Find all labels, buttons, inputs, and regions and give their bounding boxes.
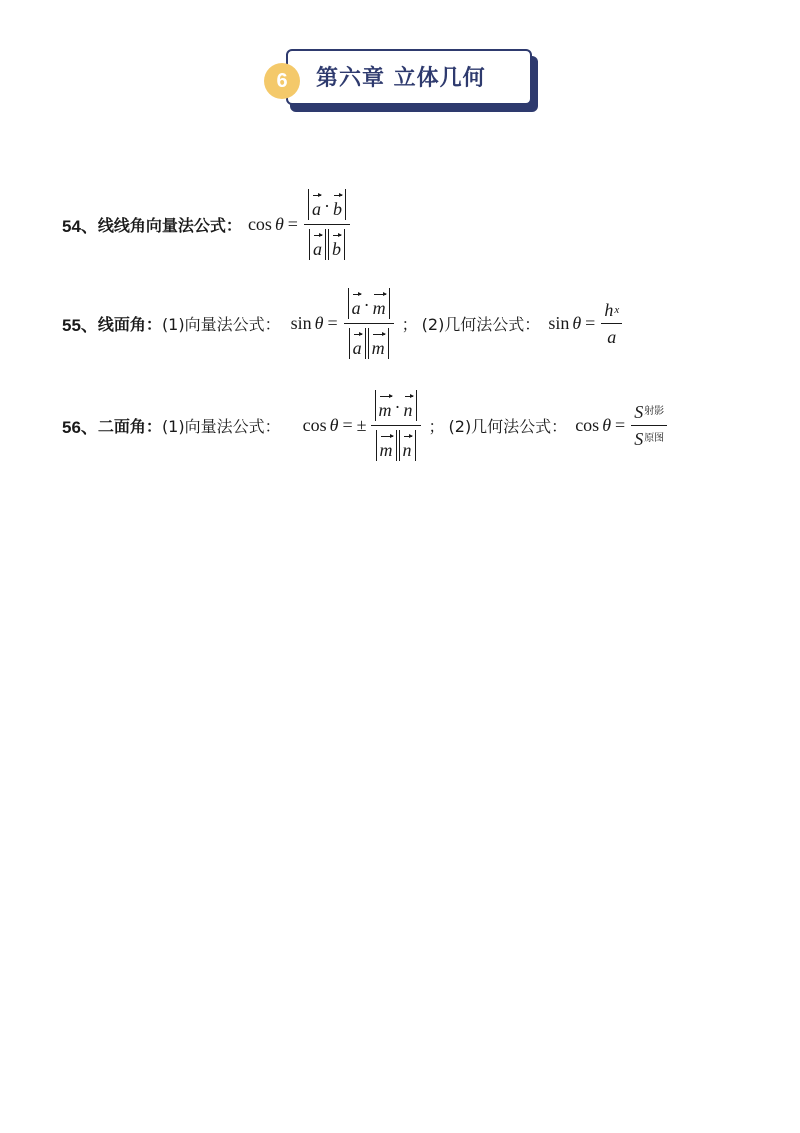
fraction (304, 189, 350, 260)
part2-label: (2)几何法公式： (421, 315, 541, 334)
fraction (371, 390, 421, 461)
formula-item-54 (62, 189, 352, 260)
formula-fn: sin (290, 313, 312, 333)
formula-fn: cos (575, 415, 600, 435)
dot-operator: · (363, 294, 370, 315)
fraction-numerator (344, 288, 394, 323)
formula-equals: = (327, 313, 338, 333)
var-s: S (634, 402, 644, 422)
formula-var: θ (314, 313, 324, 333)
formula-var: θ (274, 214, 284, 234)
fraction-numerator (631, 403, 667, 425)
chapter-header (264, 46, 540, 118)
abs-value (349, 328, 366, 359)
vector-m: m (373, 292, 386, 317)
separator: ； (428, 417, 445, 436)
formula-geometric-method (548, 301, 624, 346)
fraction-numerator (601, 301, 622, 323)
plus-minus: ± (356, 415, 367, 435)
abs-value (348, 288, 390, 319)
item-number: 56、 (62, 418, 98, 437)
vector-a: a (353, 332, 362, 357)
abs-value (328, 229, 345, 260)
item-number: 54、 (62, 217, 98, 236)
vector-b: b (332, 233, 341, 258)
chapter-number-badge: 6 (264, 63, 300, 99)
fraction (631, 403, 667, 448)
formula-fn: cos (302, 415, 327, 435)
subscript-projection: 射影 (644, 406, 665, 417)
vector-a: a (313, 233, 322, 258)
chapter-title: 第六章 立体几何 (316, 66, 486, 91)
formula-var: θ (602, 415, 612, 435)
formula (248, 189, 352, 260)
vector-m: m (372, 332, 385, 357)
vector-n: n (404, 394, 413, 419)
fraction-numerator (371, 390, 421, 425)
vector-m: m (379, 394, 392, 419)
formula-var: θ (329, 415, 339, 435)
dot-operator: · (394, 396, 401, 417)
abs-value (308, 189, 346, 220)
part1-label: (1)向量法公式： (161, 417, 281, 436)
formula-item-56 (62, 390, 669, 461)
item-heading: 线线角向量法公式： (97, 216, 242, 235)
subscript-x: x (614, 303, 620, 316)
separator: ； (401, 315, 418, 334)
item-number: 55、 (62, 316, 98, 335)
dot-operator: · (323, 195, 330, 216)
formula-vector-method (291, 288, 396, 359)
abs-value (375, 390, 417, 421)
formula-geometric-method (575, 403, 669, 448)
formula-item-55 (62, 288, 624, 359)
fraction-denominator (372, 426, 420, 461)
fraction-denominator (305, 225, 349, 260)
formula-equals: = (585, 313, 596, 333)
fraction-denominator (631, 426, 667, 448)
vector-m: m (380, 434, 393, 459)
var-h: h (604, 300, 614, 320)
formula-vector-method (303, 390, 423, 461)
fraction (344, 288, 394, 359)
part1-label: (1)向量法公式： (161, 315, 281, 334)
formula-var: θ (572, 313, 582, 333)
fraction-denominator (604, 324, 619, 346)
abs-value (309, 229, 326, 260)
vector-b: b (333, 193, 342, 218)
abs-value (399, 430, 416, 461)
var-s: S (634, 429, 644, 449)
vector-a: a (352, 292, 361, 317)
formula-fn: sin (548, 313, 570, 333)
formula-equals: = (615, 415, 626, 435)
fraction-denominator (345, 324, 393, 359)
abs-value (368, 328, 389, 359)
fraction-numerator (304, 189, 350, 224)
item-heading: 线面角： (97, 315, 162, 334)
item-heading: 二面角： (97, 417, 162, 436)
formula-equals: = (287, 214, 298, 234)
formula-fn: cos (247, 214, 272, 234)
fraction (601, 301, 622, 346)
part2-label: (2)几何法公式： (448, 417, 568, 436)
var-a: a (607, 327, 617, 347)
formula-equals: = (342, 415, 353, 435)
subscript-original: 原图 (644, 433, 665, 444)
vector-n: n (403, 434, 412, 459)
abs-value (376, 430, 397, 461)
vector-a: a (312, 193, 321, 218)
